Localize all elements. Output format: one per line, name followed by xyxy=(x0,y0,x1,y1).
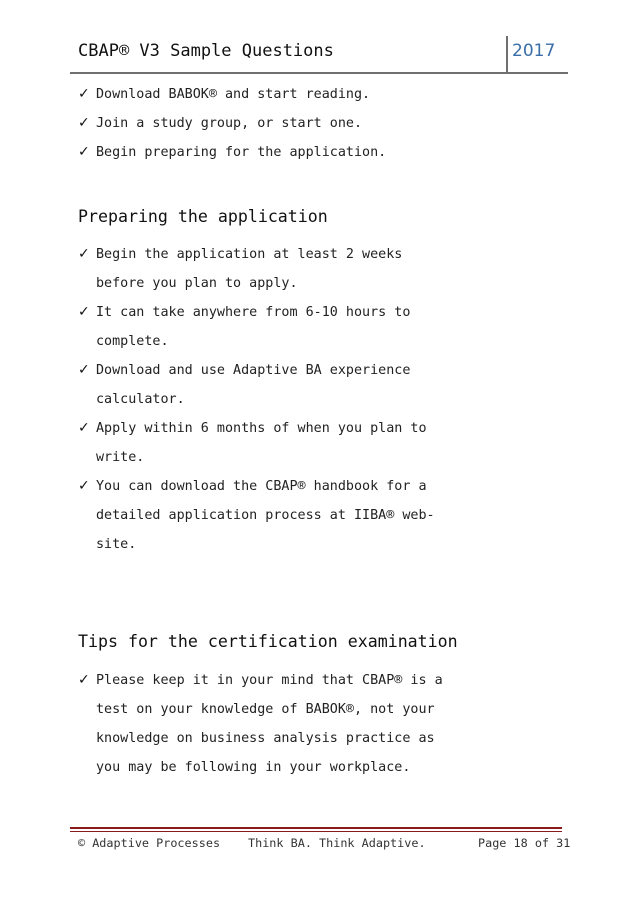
list-item: ✓ Apply within 6 months of when you plan to write. xyxy=(78,414,435,472)
checkmark-icon: ✓ xyxy=(78,420,90,436)
list-item: ✓ It can take anywhere from 6-10 hours to complete. xyxy=(78,298,435,356)
checkmark-icon: ✓ xyxy=(78,304,90,320)
footer-tagline: Think BA. Think Adaptive. xyxy=(248,836,426,850)
list-item: ✓ You can download the CBAP® handbook for a detailed application process at IIBA® web- site. xyxy=(78,472,435,559)
page-header xyxy=(70,36,568,73)
header-rule xyxy=(70,72,568,74)
list-item: ✓ Join a study group, or start one. xyxy=(78,109,386,138)
footer-copyright: © Adaptive Processes xyxy=(78,836,221,850)
footer-rule-thin xyxy=(70,831,562,832)
checkmark-icon: ✓ xyxy=(78,86,90,102)
footer-rule xyxy=(70,827,562,829)
preparing-list xyxy=(78,240,435,559)
list-item: ✓ Download and use Adaptive BA experience calculator. xyxy=(78,356,435,414)
list-item: ✓ Begin preparing for the application. xyxy=(78,138,386,167)
header-divider xyxy=(506,36,508,72)
document-year: 2017 xyxy=(512,41,556,61)
document-title: CBAP® V3 Sample Questions xyxy=(78,41,334,61)
list-item: ✓ Begin the application at least 2 weeks before you plan to apply. xyxy=(78,240,435,298)
section-heading-preparing: Preparing the application xyxy=(78,207,328,226)
tips-list xyxy=(78,666,443,782)
page-number: Page 18 of 31 xyxy=(478,836,571,850)
checkmark-icon: ✓ xyxy=(78,115,90,131)
checkmark-icon: ✓ xyxy=(78,246,90,262)
intro-list xyxy=(78,80,386,167)
checkmark-icon: ✓ xyxy=(78,144,90,160)
checkmark-icon: ✓ xyxy=(78,362,90,378)
list-item: ✓ Download BABOK® and start reading. xyxy=(78,80,386,109)
checkmark-icon: ✓ xyxy=(78,478,90,494)
checkmark-icon: ✓ xyxy=(78,672,90,688)
list-item: ✓ Please keep it in your mind that CBAP® is a test on your knowledge of BABOK®, not your knowledge on business analysis practice as you may be following in your workplace. xyxy=(78,666,443,782)
section-heading-tips: Tips for the certification examination xyxy=(78,632,458,651)
